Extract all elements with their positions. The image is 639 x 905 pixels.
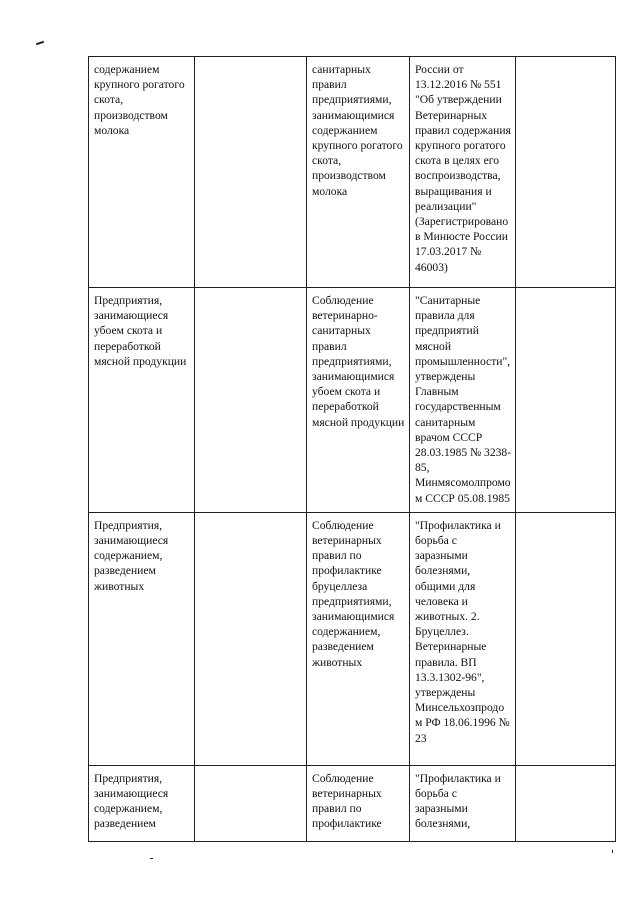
extra-cell [516, 512, 616, 765]
table-row [89, 512, 616, 765]
table-row [89, 288, 616, 513]
document-cell: "Профилактика и борьба с заразными болезнями, [410, 765, 516, 841]
table-row [89, 57, 616, 288]
requirement-cell: Соблюдение ветеринарных правил по профилактике [307, 765, 410, 841]
requirement-cell: Соблюдение ветеринарных правил по профилактике бруцеллеза предприятиями, занимающимися содержанием, разведением животных [307, 512, 410, 765]
scan-speck [36, 41, 44, 46]
object-cell: Предприятия, занимающиеся убоем скота и переработкой мясной продукции [89, 288, 195, 513]
object-cell: Предприятия, занимающиеся содержанием, разведением [89, 765, 195, 841]
requirement-cell: Соблюдение ветеринарно- санитарных правил предприятиями, занимающимися убоем скота и переработкой мясной продукции [307, 288, 410, 513]
regulations-table [88, 56, 616, 842]
scan-speck [150, 858, 153, 859]
subject-cell [195, 512, 307, 765]
document-cell: России от 13.12.2016 № 551 "Об утверждении Ветеринарных правил содержания крупного рогатого скота в целях его воспроизводства, выращивания и реализации" (Зарегистрировано в Минюсте России 17.03.2017 № 46003) [410, 57, 516, 288]
scan-speck [612, 850, 613, 853]
extra-cell [516, 288, 616, 513]
document-cell: "Санитарные правила для предприятий мясной промышленности", утверждены Главным государственным санитарным врачом СССР 28.03.1985 № 3238- 85, Минмясомолпромо м СССР 05.08.1985 [410, 288, 516, 513]
requirement-cell: санитарных правил предприятиями, занимающимися содержанием крупного рогатого скота, производством молока [307, 57, 410, 288]
table-row [89, 765, 616, 841]
object-cell: Предприятия, занимающиеся содержанием, разведением животных [89, 512, 195, 765]
object-cell: содержанием крупного рогатого скота, производством молока [89, 57, 195, 288]
document-cell: "Профилактика и борьба с заразными болезнями, общими для человека и животных. 2. Бруцеллез. Ветеринарные правила. ВП 13.3.1302-96", утверждены Минсельхозпродо м РФ 18.06.1996 № 23 [410, 512, 516, 765]
extra-cell [516, 57, 616, 288]
subject-cell [195, 288, 307, 513]
subject-cell [195, 57, 307, 288]
extra-cell [516, 765, 616, 841]
subject-cell [195, 765, 307, 841]
